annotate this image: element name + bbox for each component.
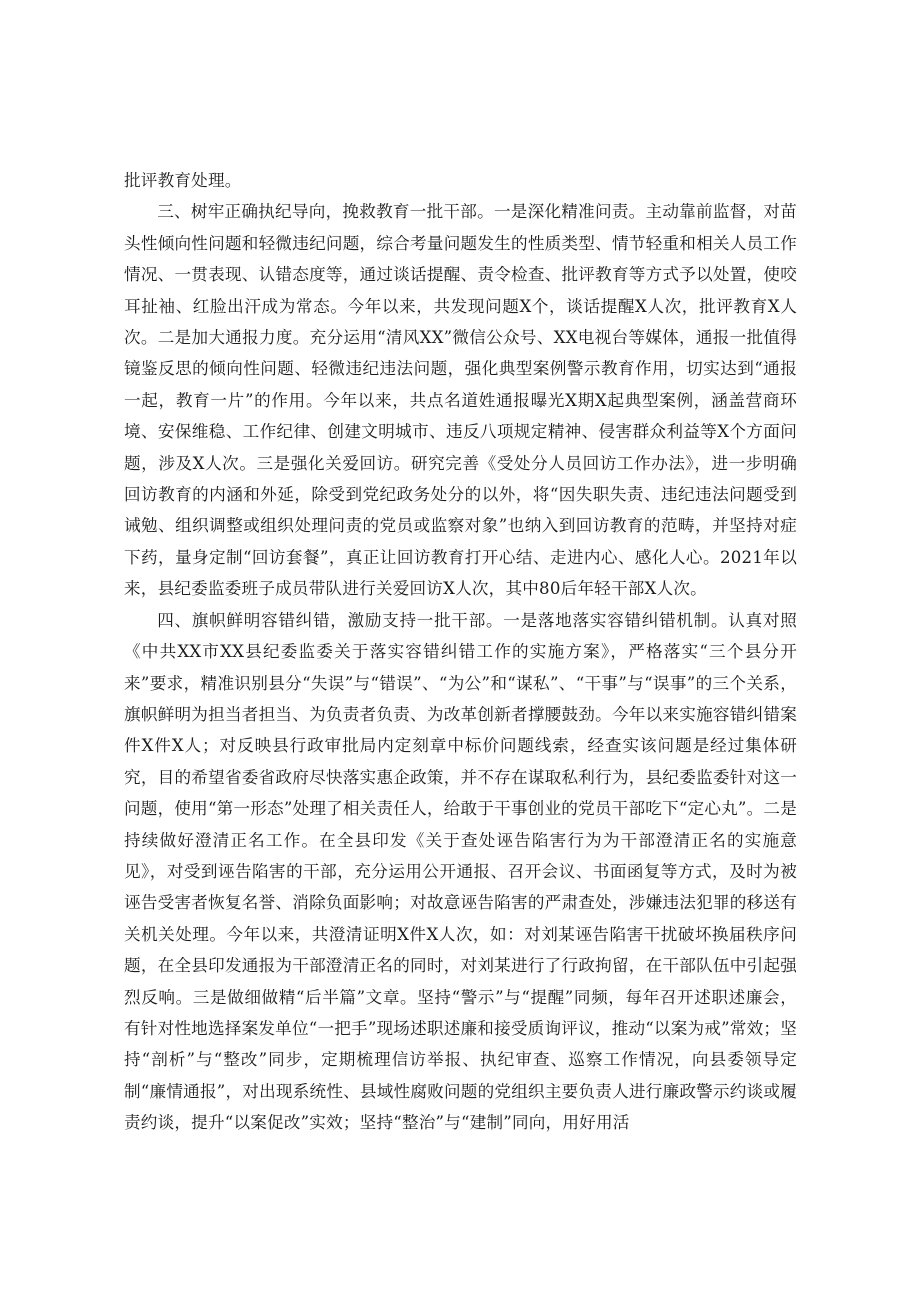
paragraph-continuation: 批评教育处理。 — [124, 171, 242, 190]
document-body — [124, 165, 797, 1139]
paragraph-section-four: 四、旗帜鲜明容错纠错，激励支持一批干部。一是落地落实容错纠错机制。认真对照《中共XX市XX县纪委监委关于落实容错纠错工作的实施方案》，严格落实“三个县分开来”要求，精准识别县分“失误”与“错误”、“为公”和“谋私”、“干事”与“误事”的三个关系，旗帜鲜明为担当者担当、为负责者负责、为改革创新者撑腰鼓劲。今年以来实施容错纠错案件X件X人；对反映县行政审批局内定刻章中标价问题线索，经查实该问题是经过集体研究，目的希望省委省政府尽快落实惠企政策，并不存在谋取私利行为，县纪委监委针对这一问题，使用“第一形态”处理了相关责任人，给敢于干事创业的党员干部吃下“定心丸”。二是持续做好澄清正名工作。在全县印发《关于查处诬告陷害行为为干部澄清正名的实施意见》，对受到诬告陷害的干部，充分运用公开通报、召开会议、书面函复等方式，及时为被诬告受害者恢复名誉、消除负面影响；对故意诬告陷害的严肃查处，涉嫌违法犯罪的移送有关机关处理。今年以来，共澄清证明X件X人次，如：对刘某诬告陷害干扰破坏换届秩序问题，在全县印发通报为干部澄清正名的同时，对刘某进行了行政拘留，在干部队伍中引起强烈反响。三是做细做精“后半篇”文章。坚持“警示”与“提醒”同频，每年召开述职述廉会，有针对性地选择案发单位“一把手”现场述职述廉和接受质询评议，推动“以案为戒”常效；坚持“剖析”与“整改”同步，定期梳理信访举报、执纪审查、巡察工作情况，向县委领导定制“廉情通报”，对出现系统性、县域性腐败问题的党组织主要负责人进行廉政警示约谈或履责约谈，提升“以案促改”实效；坚持“整治”与“建制”同向，用好用活 — [124, 610, 797, 1133]
paragraph-section-three: 三、树牢正确执纪导向，挽救教育一批干部。一是深化精准问责。主动靠前监督，对苗头性倾向性问题和轻微违纪问题，综合考量问题发生的性质类型、情节轻重和相关人员工作情况、一贯表现、认错态度等，通过谈话提醒、责令检查、批评教育等方式予以处置，使咬耳扯袖、红脸出汗成为常态。今年以来，共发现问题X个，谈话提醒X人次，批评教育X人次。二是加大通报力度。充分运用“清风XX”微信公众号、XX电视台等媒体，通报一批值得镜鉴反思的倾向性问题、轻微违纪违法问题，强化典型案例警示教育作用，切实达到“通报一起，教育一片”的作用。今年以来，共点名道姓通报曝光X期X起典型案例，涵盖营商环境、安保维稳、工作纪律、创建文明城市、违反八项规定精神、侵害群众利益等X个方面问题，涉及X人次。三是强化关爱回访。研究完善《受处分人员回访工作办法》，进一步明确回访教育的内涵和外延，除受到党纪政务处分的以外，将“因失职失责、违纪违法问题受到诫勉、组织调整或组织处理问责的党员或监察对象”也纳入到回访教育的范畴，并坚持对症下药，量身定制“回访套餐”，真正让回访教育打开心结、走进内心、感化人心。2021年以来，县纪委监委班子成员带队进行关爱回访X人次，其中80后年轻干部X人次。 — [124, 202, 797, 599]
